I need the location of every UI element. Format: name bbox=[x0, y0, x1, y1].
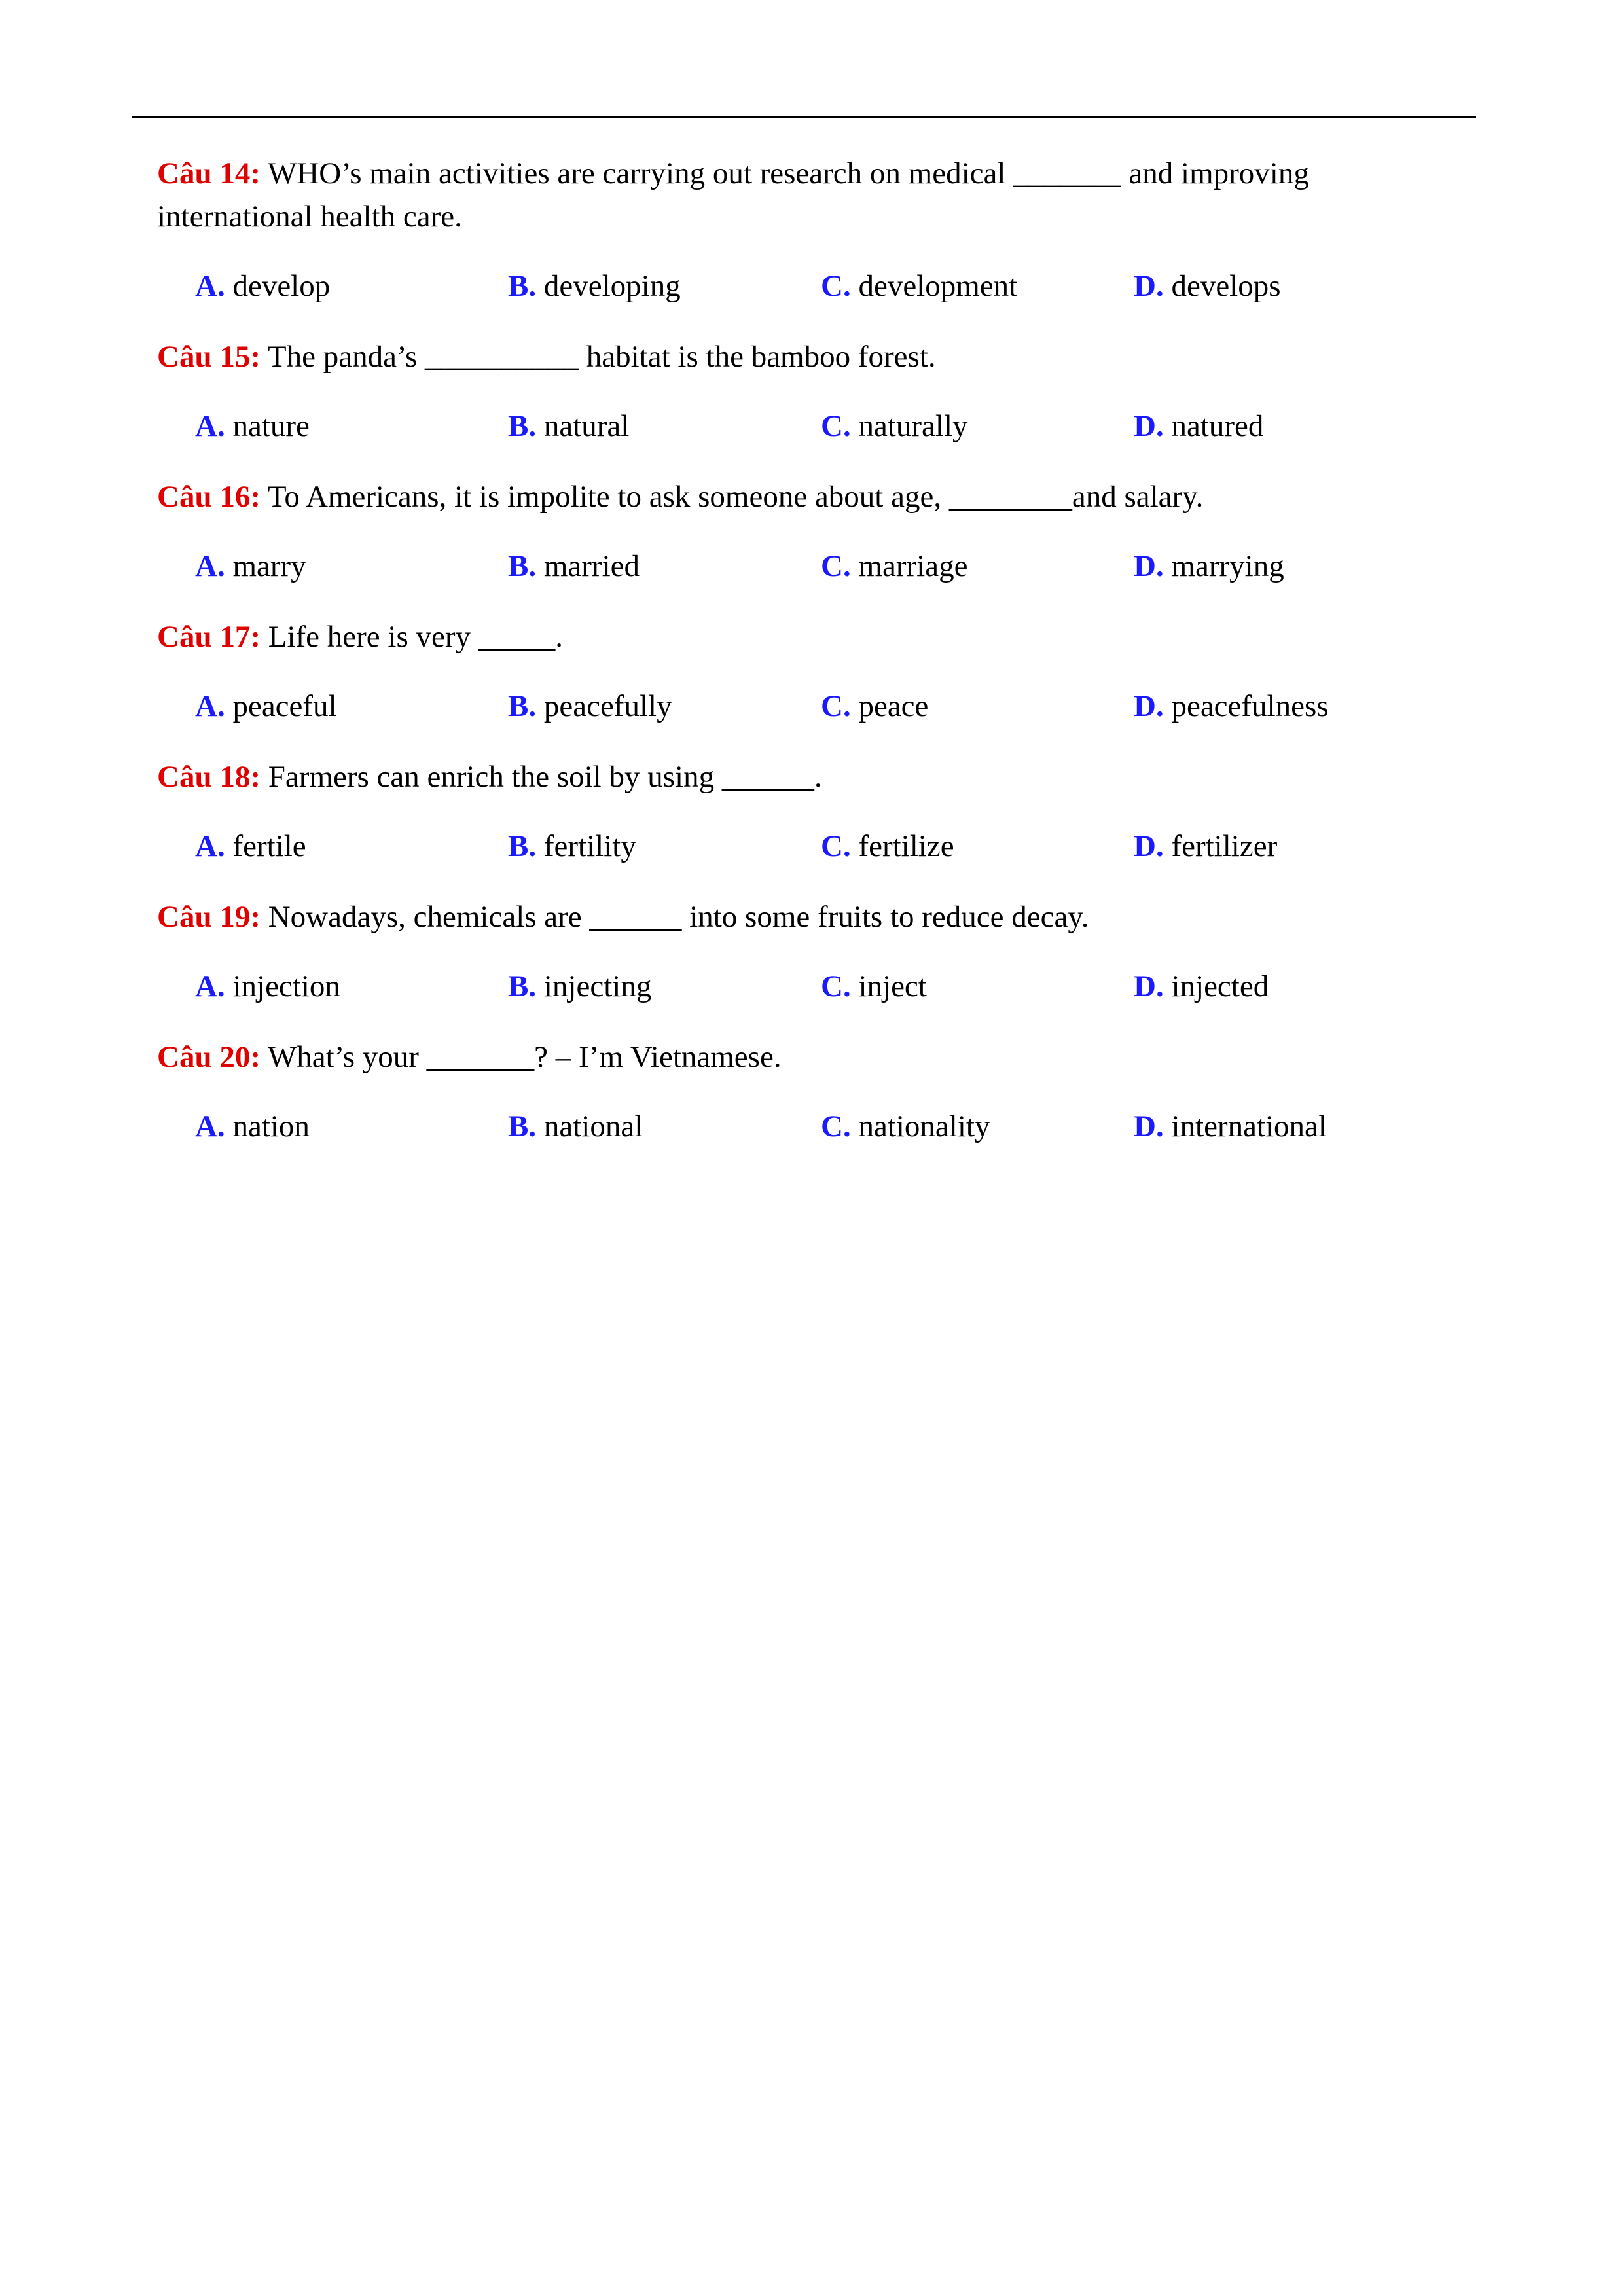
option-letter: B. bbox=[508, 549, 537, 583]
option-d[interactable] bbox=[1134, 965, 1447, 1008]
option-letter: C. bbox=[821, 1109, 851, 1143]
option-text: fertilizer bbox=[1163, 829, 1278, 863]
option-text: international bbox=[1163, 1109, 1327, 1143]
option-c[interactable] bbox=[821, 545, 1134, 588]
option-c[interactable] bbox=[821, 404, 1134, 448]
question-label: Câu 17: bbox=[157, 620, 261, 654]
option-letter: C. bbox=[821, 409, 851, 443]
option-text: nation bbox=[225, 1109, 310, 1143]
option-d[interactable] bbox=[1134, 264, 1447, 308]
option-c[interactable] bbox=[821, 264, 1134, 308]
option-letter: C. bbox=[821, 689, 851, 723]
answer-options bbox=[157, 965, 1453, 1008]
option-letter: A. bbox=[195, 549, 225, 583]
option-d[interactable] bbox=[1134, 1105, 1447, 1148]
option-c[interactable] bbox=[821, 1105, 1134, 1148]
option-letter: C. bbox=[821, 829, 851, 863]
option-letter: C. bbox=[821, 549, 851, 583]
option-letter: A. bbox=[195, 829, 225, 863]
option-letter: D. bbox=[1134, 1109, 1164, 1143]
question-list bbox=[157, 152, 1453, 1175]
question-text: What’s your _______? – I’m Vietnamese. bbox=[260, 1040, 782, 1074]
option-d[interactable] bbox=[1134, 685, 1447, 728]
option-letter: B. bbox=[508, 409, 537, 443]
option-letter: D. bbox=[1134, 969, 1164, 1003]
option-b[interactable] bbox=[508, 1105, 821, 1148]
option-a[interactable] bbox=[195, 545, 508, 588]
question-text: Life here is very _____. bbox=[260, 620, 563, 654]
option-text: naturally bbox=[850, 409, 968, 443]
answer-options bbox=[157, 545, 1453, 588]
option-letter: D. bbox=[1134, 689, 1164, 723]
option-text: natured bbox=[1163, 409, 1264, 443]
question-label: Câu 19: bbox=[157, 900, 261, 934]
option-letter: B. bbox=[508, 829, 537, 863]
option-letter: A. bbox=[195, 969, 225, 1003]
option-letter: C. bbox=[821, 969, 851, 1003]
option-b[interactable] bbox=[508, 264, 821, 308]
option-letter: A. bbox=[195, 689, 225, 723]
option-text: peaceful bbox=[225, 689, 337, 723]
option-letter: C. bbox=[821, 269, 851, 303]
question-label: Câu 16: bbox=[157, 480, 261, 514]
option-c[interactable] bbox=[821, 685, 1134, 728]
option-d[interactable] bbox=[1134, 404, 1447, 448]
question-block bbox=[157, 335, 1453, 448]
option-a[interactable] bbox=[195, 965, 508, 1008]
option-text: marry bbox=[225, 549, 306, 583]
question-block bbox=[157, 615, 1453, 728]
option-text: nature bbox=[225, 409, 310, 443]
option-text: fertilize bbox=[850, 829, 954, 863]
option-letter: B. bbox=[508, 969, 537, 1003]
option-letter: B. bbox=[508, 269, 537, 303]
question-label: Câu 18: bbox=[157, 760, 261, 794]
answer-options bbox=[157, 1105, 1453, 1148]
option-a[interactable] bbox=[195, 1105, 508, 1148]
option-b[interactable] bbox=[508, 825, 821, 868]
option-text: nationality bbox=[850, 1109, 990, 1143]
answer-options bbox=[157, 404, 1453, 448]
option-letter: D. bbox=[1134, 549, 1164, 583]
option-text: marriage bbox=[850, 549, 968, 583]
option-letter: A. bbox=[195, 1109, 225, 1143]
option-d[interactable] bbox=[1134, 545, 1447, 588]
question-text: To Americans, it is impolite to ask someone about age, ________and salary. bbox=[260, 480, 1204, 514]
question-text: Nowadays, chemicals are ______ into some fruits to reduce decay. bbox=[260, 900, 1089, 934]
option-letter: A. bbox=[195, 409, 225, 443]
question-block bbox=[157, 755, 1453, 868]
question-stem bbox=[157, 152, 1453, 238]
header-rule bbox=[132, 116, 1476, 118]
option-text: injection bbox=[225, 969, 340, 1003]
question-block bbox=[157, 152, 1453, 308]
option-b[interactable] bbox=[508, 965, 821, 1008]
option-letter: A. bbox=[195, 269, 225, 303]
option-b[interactable] bbox=[508, 685, 821, 728]
option-text: national bbox=[536, 1109, 643, 1143]
question-stem bbox=[157, 335, 1453, 378]
answer-options bbox=[157, 264, 1453, 308]
question-text: The panda’s __________ habitat is the bamboo forest. bbox=[260, 340, 936, 374]
option-letter: D. bbox=[1134, 269, 1164, 303]
question-label: Câu 14: bbox=[157, 156, 261, 190]
option-letter: D. bbox=[1134, 829, 1164, 863]
option-a[interactable] bbox=[195, 264, 508, 308]
question-block bbox=[157, 1035, 1453, 1148]
option-a[interactable] bbox=[195, 825, 508, 868]
option-text: marrying bbox=[1163, 549, 1284, 583]
option-letter: D. bbox=[1134, 409, 1164, 443]
option-text: peacefully bbox=[536, 689, 672, 723]
question-stem bbox=[157, 755, 1453, 798]
option-text: natural bbox=[536, 409, 630, 443]
question-block bbox=[157, 895, 1453, 1008]
option-a[interactable] bbox=[195, 404, 508, 448]
option-letter: B. bbox=[508, 689, 537, 723]
option-text: injected bbox=[1163, 969, 1269, 1003]
question-stem bbox=[157, 615, 1453, 658]
option-d[interactable] bbox=[1134, 825, 1447, 868]
option-b[interactable] bbox=[508, 545, 821, 588]
question-label: Câu 15: bbox=[157, 340, 261, 374]
option-letter: B. bbox=[508, 1109, 537, 1143]
question-block bbox=[157, 475, 1453, 588]
option-text: peace bbox=[850, 689, 929, 723]
question-stem bbox=[157, 1035, 1453, 1079]
option-c[interactable] bbox=[821, 965, 1134, 1008]
option-a[interactable] bbox=[195, 685, 508, 728]
option-text: development bbox=[850, 269, 1018, 303]
option-b[interactable] bbox=[508, 404, 821, 448]
option-c[interactable] bbox=[821, 825, 1134, 868]
option-text: injecting bbox=[536, 969, 652, 1003]
option-text: developing bbox=[536, 269, 681, 303]
question-text: Farmers can enrich the soil by using ______. bbox=[260, 760, 822, 794]
answer-options bbox=[157, 825, 1453, 868]
option-text: fertile bbox=[225, 829, 306, 863]
answer-options bbox=[157, 685, 1453, 728]
option-text: fertility bbox=[536, 829, 636, 863]
question-stem bbox=[157, 475, 1453, 518]
option-text: develops bbox=[1163, 269, 1281, 303]
question-text: WHO’s main activities are carrying out research on medical _______ and improving international health care. bbox=[157, 156, 1309, 234]
option-text: peacefulness bbox=[1163, 689, 1329, 723]
option-text: married bbox=[536, 549, 640, 583]
option-text: inject bbox=[850, 969, 927, 1003]
option-text: develop bbox=[225, 269, 331, 303]
question-label: Câu 20: bbox=[157, 1040, 261, 1074]
question-stem bbox=[157, 895, 1453, 939]
